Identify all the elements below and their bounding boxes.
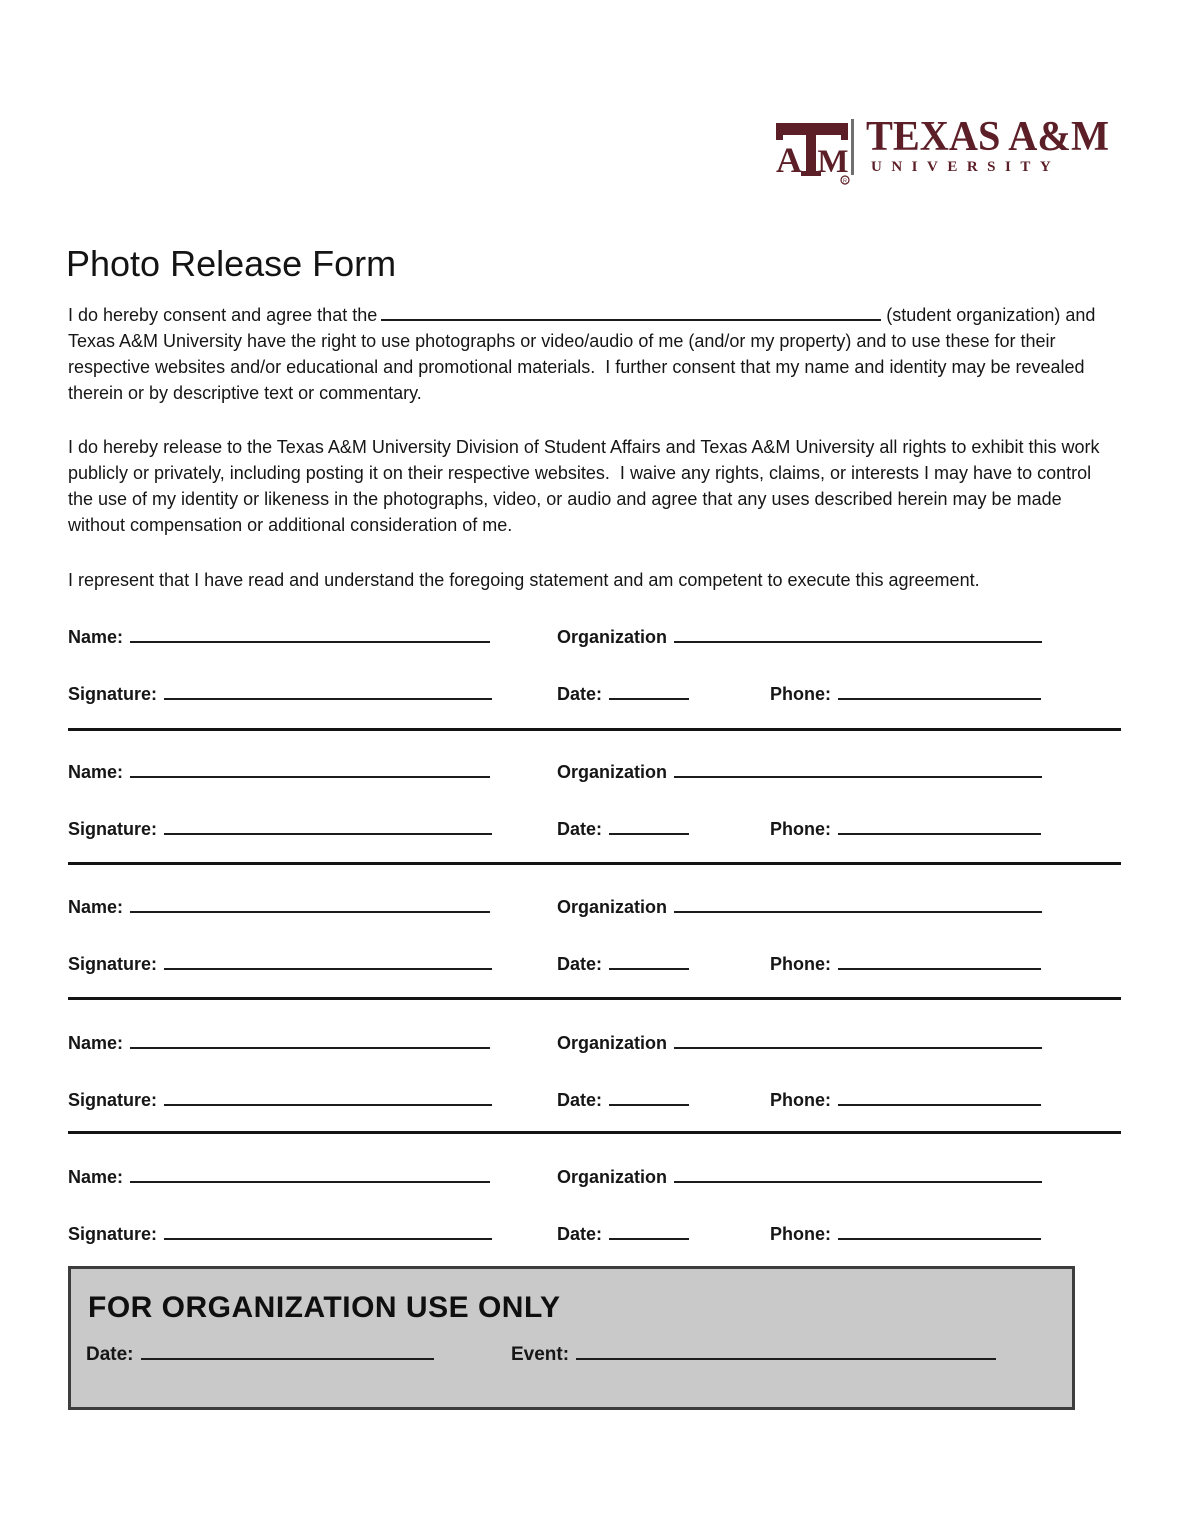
phone-line[interactable]: [838, 814, 1041, 835]
organization-line[interactable]: [674, 1028, 1042, 1049]
name-line[interactable]: [130, 757, 490, 778]
date-line[interactable]: [609, 1219, 689, 1240]
date-label: Date:: [557, 954, 603, 974]
phone-line[interactable]: [838, 679, 1041, 700]
name-label: Name:: [68, 1033, 124, 1053]
name-label: Name:: [68, 762, 124, 782]
name-line[interactable]: [130, 622, 490, 643]
signature-label: Signature:: [68, 819, 158, 839]
logo-divider: [851, 119, 854, 175]
block-separator: [68, 997, 1121, 1000]
name-line[interactable]: [130, 1028, 490, 1049]
block-separator: [68, 862, 1121, 865]
name-line[interactable]: [130, 892, 490, 913]
signature-block-2: [68, 757, 1120, 867]
name-label: Name:: [68, 1167, 124, 1187]
name-label: Name:: [68, 627, 124, 647]
signature-label: Signature:: [68, 1090, 158, 1110]
phone-label: Phone:: [770, 684, 831, 704]
consent-text-before-blank: I do hereby consent and agree that the: [68, 305, 378, 325]
signature-label: Signature:: [68, 954, 158, 974]
phone-label: Phone:: [770, 819, 831, 839]
block-separator: [68, 728, 1121, 731]
organization-label: Organization: [557, 1167, 668, 1187]
organization-line[interactable]: [674, 1162, 1042, 1183]
date-line[interactable]: [609, 1085, 689, 1106]
logo-wordmark: TEXAS A&M: [866, 114, 1110, 160]
organization-label: Organization: [557, 762, 668, 782]
logo-sub-wordmark: UNIVERSITY: [871, 159, 1061, 175]
phone-label: Phone:: [770, 1224, 831, 1244]
phone-label: Phone:: [770, 1090, 831, 1110]
date-label: Date:: [557, 1224, 603, 1244]
consent-paragraph: [68, 302, 1120, 406]
name-label: Name:: [68, 897, 124, 917]
organization-label: Organization: [557, 1033, 668, 1053]
signature-line[interactable]: [164, 949, 492, 970]
phone-label: Phone:: [770, 954, 831, 974]
atm-icon-letter-a: A: [776, 140, 802, 180]
block-separator: [68, 1131, 1121, 1134]
org-box-event-label: Event:: [511, 1344, 570, 1365]
signature-block-4: [68, 1028, 1120, 1138]
phone-line[interactable]: [838, 1219, 1041, 1240]
date-line[interactable]: [609, 814, 689, 835]
organization-line[interactable]: [674, 757, 1042, 778]
date-label: Date:: [557, 819, 603, 839]
signature-block-1: [68, 622, 1120, 732]
signature-line[interactable]: [164, 1219, 492, 1240]
organization-use-only-box: [68, 1266, 1075, 1410]
consent-text-after-blank: (student organization) and Texas A&M University have the right to use photographs or video/audio of me (and/or my property) and to use these for their respective websites and/or educational and promotional materials. I further consent that my name and identity may be revealed therein or by descriptive text or commentary.: [68, 305, 1101, 403]
org-box-date-line[interactable]: [141, 1339, 434, 1360]
representation-paragraph: I represent that I have read and understand the foregoing statement and am competent to execute this agreement.: [68, 570, 980, 590]
signature-label: Signature:: [68, 684, 158, 704]
organization-line[interactable]: [674, 892, 1042, 913]
organization-label: Organization: [557, 627, 668, 647]
date-line[interactable]: [609, 949, 689, 970]
signature-block-5: [68, 1162, 1120, 1272]
registered-trademark-letter: R: [843, 178, 847, 185]
signature-line[interactable]: [164, 679, 492, 700]
release-paragraph: I do hereby release to the Texas A&M University Division of Student Affairs and Texas A&M University all rights to exhibit this work publicly or privately, including posting it on their respective websites. I waive any rights, claims, or interests I may have to control the use of my identity or likeness in the photographs, video, or audio and agree that any uses described herein may be made without compensation or additional consideration of me.: [68, 437, 1105, 535]
date-line[interactable]: [609, 679, 689, 700]
org-box-event-line[interactable]: [576, 1339, 996, 1360]
phone-line[interactable]: [838, 949, 1041, 970]
name-line[interactable]: [130, 1162, 490, 1183]
date-label: Date:: [557, 684, 603, 704]
signature-line[interactable]: [164, 1085, 492, 1106]
atm-icon-letter-m: M: [817, 144, 849, 180]
signature-line[interactable]: [164, 814, 492, 835]
organization-label: Organization: [557, 897, 668, 917]
signature-block-3: [68, 892, 1120, 1002]
student-organization-blank-line[interactable]: [381, 302, 881, 321]
date-label: Date:: [557, 1090, 603, 1110]
signature-label: Signature:: [68, 1224, 158, 1244]
tamu-atm-icon: [773, 121, 851, 187]
organization-line[interactable]: [674, 622, 1042, 643]
organization-use-only-heading: FOR ORGANIZATION USE ONLY: [88, 1291, 561, 1324]
org-box-date-label: Date:: [86, 1344, 134, 1365]
page-title: Photo Release Form: [66, 243, 397, 284]
phone-line[interactable]: [838, 1085, 1041, 1106]
